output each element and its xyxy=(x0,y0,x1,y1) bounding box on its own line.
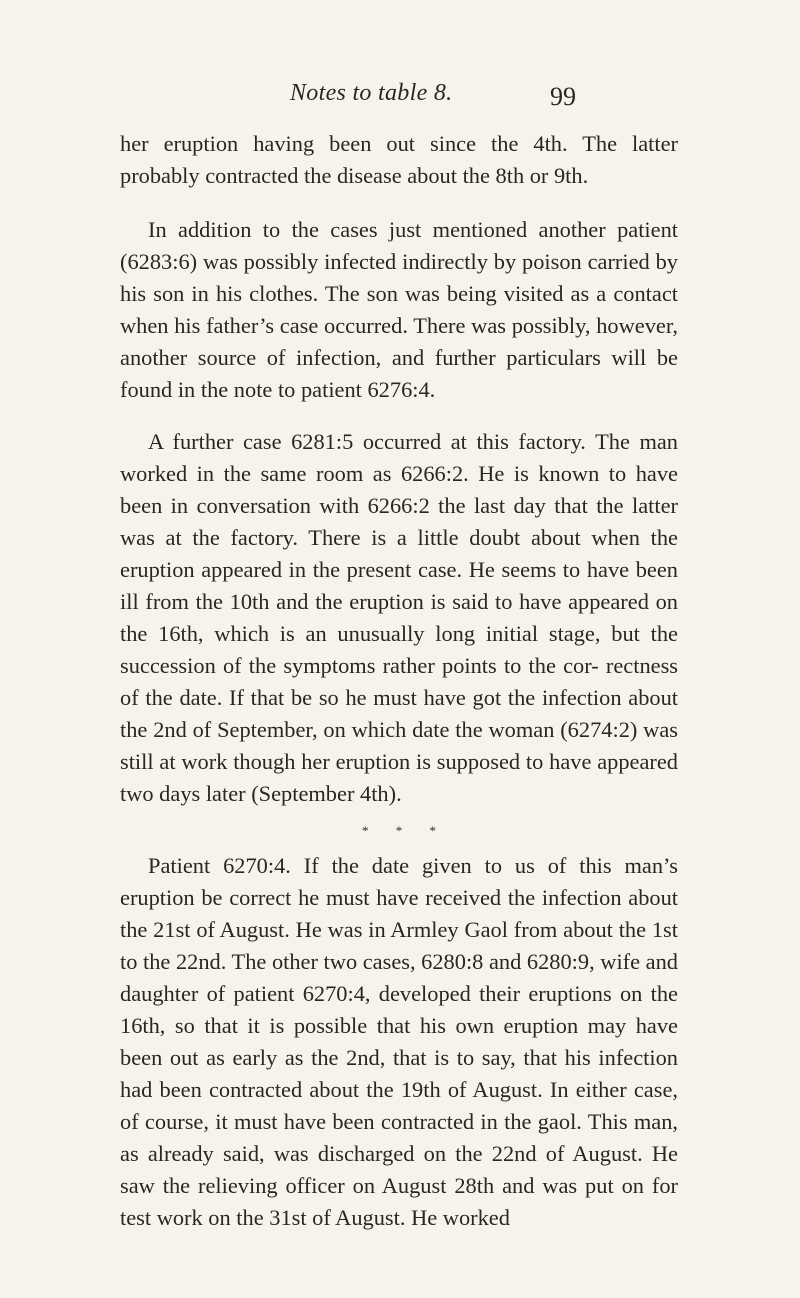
paragraph-continuation: her eruption having been out since the 4th. The latter probably contracted the disease about the 8th or 9th. xyxy=(120,131,678,188)
body-text xyxy=(120,128,678,1234)
running-title: Notes to table 8. xyxy=(290,80,453,106)
paragraph-patient-6270: Patient 6270:4. If the date given to us of this man’s eruption be correct he must have received the infection about the 21st of August. He was in Armley Gaol from about the 1st to the 22nd. The other two cases, 6280:8 and 6280:9, wife and daughter of patient 6270:4, developed their eruptions on the 16th, so that it is possible that his own eruption may have been out as early as the 2nd, that is to say, that his infection had been contracted about the 19th of August. In either case, of course, it must have been contracted in the gaol. This man, as already said, was discharged on the 22nd of August. He saw the relieving officer on August 28th and was put on for test work on the 31st of August. He worked xyxy=(120,853,678,1230)
paragraph-factory-case: A further case 6281:5 occurred at this factory. The man worked in the same room as 6266:2. He is known to have been in conversation with 6266:2 the last day that the latter was at the factory. There is a little doubt about when the eruption appeared in the present case. He seems to have been ill from the 10th and the eruption is said to have appeared on the 16th, which is an unusually long initial stage, but the succession of the symptoms rather points to the cor- rectness of the date. If that be so he must have got the infection about the 2nd of September, on which date the woman (6274:2) was still at work though her eruption is supposed to have appeared two days later (September 4th). xyxy=(120,429,678,806)
paragraph-gap xyxy=(120,406,678,426)
paragraph-indirect-infection: In addition to the cases just mentioned another patient (6283:6) was possibly infected indirectly by poison carried by his son in his clothes. The son was being visited as a contact when his father’s case occurred. There was possibly, however, another source of infection, and further particulars will be found in the note to patient 6276:4. xyxy=(120,217,678,402)
paragraph-gap xyxy=(120,192,678,214)
running-head xyxy=(0,80,800,120)
page-number: 99 xyxy=(550,82,576,111)
section-separator: * * * xyxy=(362,823,448,838)
